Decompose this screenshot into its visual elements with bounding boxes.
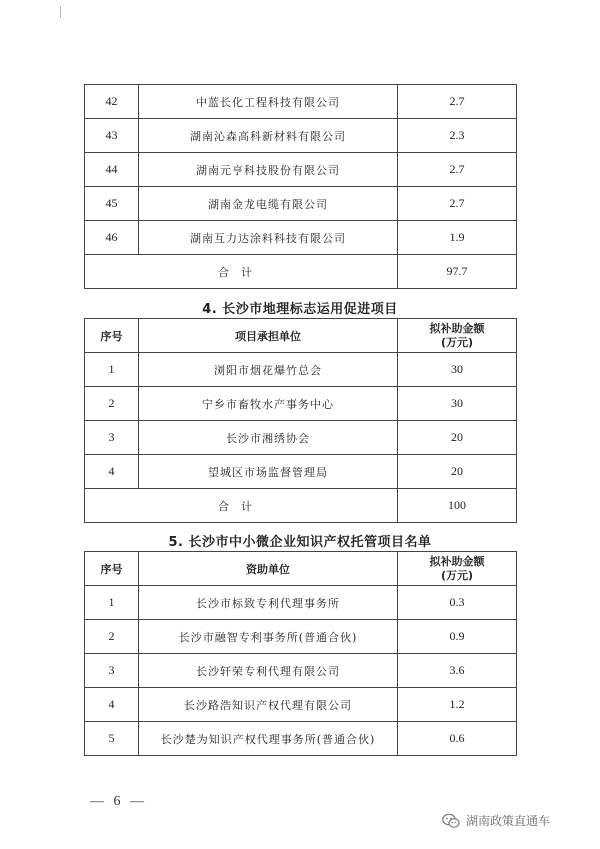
cell-amount: 20 [398,421,517,455]
cell-amount: 2.7 [398,187,517,221]
table-row [85,455,517,489]
page-edge-mark [60,6,61,18]
cell-amount: 3.6 [398,654,517,688]
total-label: 合计 [85,489,398,523]
table-row [85,688,517,722]
cell-no: 43 [85,119,139,153]
cell-name: 湖南金龙电缆有限公司 [139,187,398,221]
cell-no: 2 [85,387,139,421]
cell-amount: 20 [398,455,517,489]
header-amount [398,319,517,353]
page-number: — 6 — [90,794,147,809]
cell-amount: 0.6 [398,722,517,756]
cell-no: 4 [85,688,139,722]
table-row [85,85,517,119]
table-geographic-indication [84,318,517,523]
cell-name: 望城区市场监督管理局 [139,455,398,489]
header-row [85,319,517,353]
section-title: 5. 长沙市中小微企业知识产权托管项目名单 [168,535,432,550]
cell-name: 中蓝长化工程科技有限公司 [139,85,398,119]
cell-amount: 2.7 [398,153,517,187]
total-amount: 100 [398,489,517,523]
cell-amount: 0.3 [398,586,517,620]
cell-amount: 30 [398,353,517,387]
cell-name: 湖南沁森高科新材料有限公司 [139,119,398,153]
cell-name: 长沙楚为知识产权代理事务所(普通合伙) [139,722,398,756]
header-name: 资助单位 [139,552,398,586]
table-row [85,187,517,221]
table-row [85,620,517,654]
header-no: 序号 [85,552,139,586]
cell-name: 长沙市标致专利代理事务所 [139,586,398,620]
cell-no: 2 [85,620,139,654]
cell-no: 3 [85,421,139,455]
cell-name: 宁乡市畜牧水产事务中心 [139,387,398,421]
wechat-icon [442,813,460,829]
cell-name: 湖南互力达涂料科技有限公司 [139,221,398,255]
header-amount [398,552,517,586]
table-row [85,119,517,153]
header-amount-line2: (万元) [440,568,474,582]
total-row [85,489,517,523]
cell-name: 浏阳市烟花爆竹总会 [139,353,398,387]
cell-name: 湖南元亨科技股份有限公司 [139,153,398,187]
cell-no: 46 [85,221,139,255]
table-row [85,387,517,421]
watermark-text: 湖南政策直通车 [466,814,551,828]
cell-no: 1 [85,586,139,620]
header-name: 项目承担单位 [139,319,398,353]
header-amount-line2: (万元) [440,335,474,349]
table-row [85,654,517,688]
cell-amount: 30 [398,387,517,421]
total-amount: 97.7 [398,255,517,289]
cell-no: 1 [85,353,139,387]
header-no: 序号 [85,319,139,353]
header-row [85,552,517,586]
table-row [85,722,517,756]
table-row [85,153,517,187]
cell-amount: 0.9 [398,620,517,654]
cell-amount: 2.3 [398,119,517,153]
table-continuation [84,84,517,289]
cell-amount: 1.9 [398,221,517,255]
header-amount-line1: 拟补助金额 [429,554,485,568]
table-ip-custody [84,551,517,756]
watermark [442,812,550,829]
cell-name: 长沙路浩知识产权代理有限公司 [139,688,398,722]
cell-no: 45 [85,187,139,221]
table-row [85,586,517,620]
total-row [85,255,517,289]
cell-no: 3 [85,654,139,688]
cell-no: 5 [85,722,139,756]
cell-name: 长沙市湘绣协会 [139,421,398,455]
cell-name: 长沙市融智专利事务所(普通合伙) [139,620,398,654]
table-row [85,221,517,255]
table-row [85,421,517,455]
cell-no: 44 [85,153,139,187]
section-title: 4. 长沙市地理标志运用促进项目 [202,302,398,317]
table-row [85,353,517,387]
cell-name: 长沙轩荣专利代理有限公司 [139,654,398,688]
header-amount-line1: 拟补助金额 [429,321,485,335]
cell-amount: 2.7 [398,85,517,119]
cell-no: 42 [85,85,139,119]
cell-no: 4 [85,455,139,489]
total-label: 合计 [85,255,398,289]
cell-amount: 1.2 [398,688,517,722]
